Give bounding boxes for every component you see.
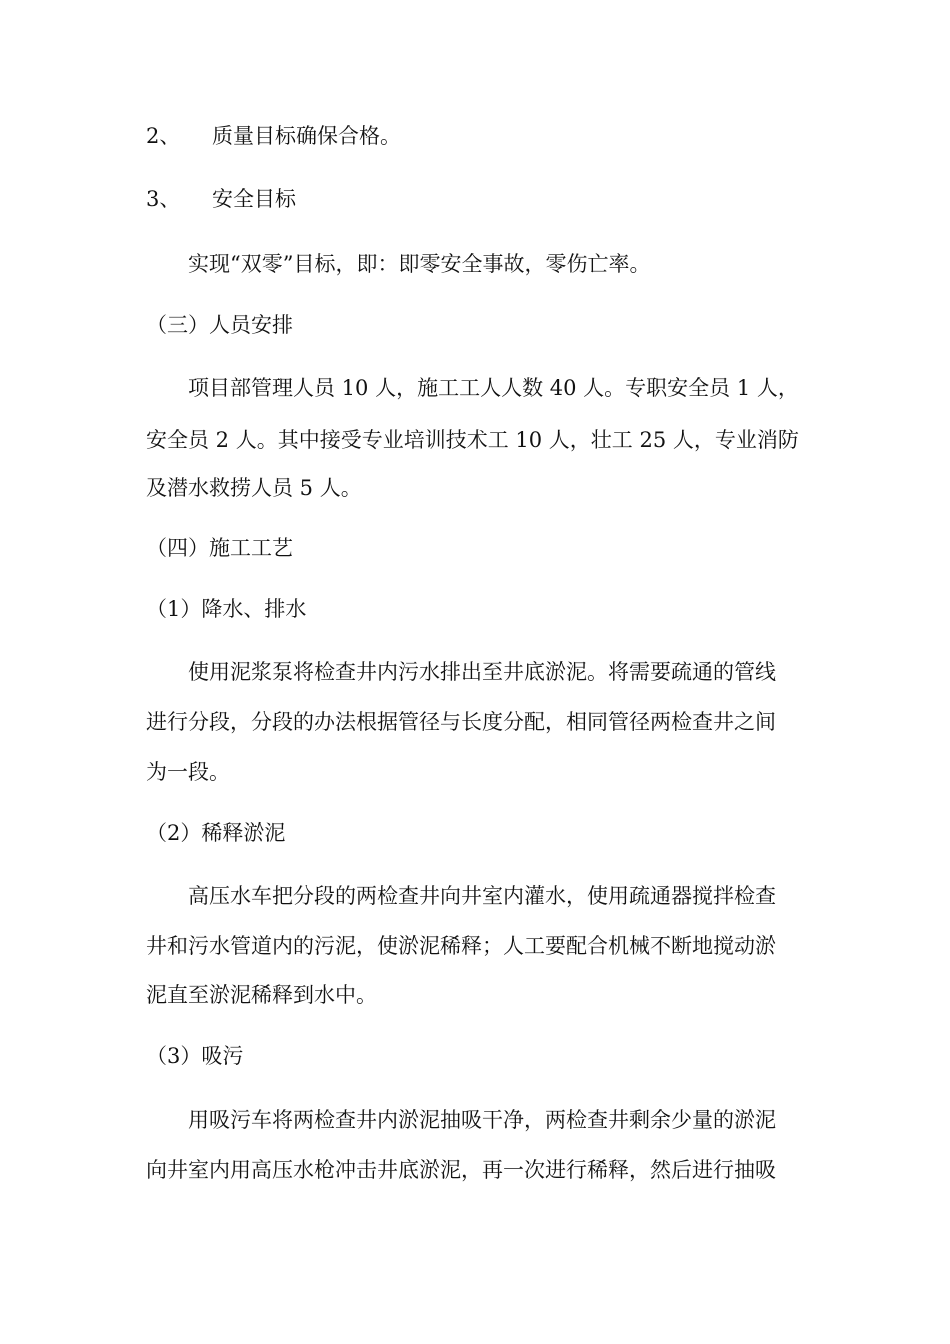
staffing-line-3: 及潜水救捞人员 5 人。	[146, 476, 362, 500]
staffing-line-1: 项目部管理人员 10 人，施工工人人数 40 人。专职安全员 1 人，	[188, 376, 799, 400]
dilute-line-2: 井和污水管道内的污泥，使淤泥稀释；人工要配合机械不断地搅动淤	[146, 934, 776, 958]
list-text: 质量目标确保合格。	[212, 124, 401, 148]
heading-step-1: （1）降水、排水	[146, 597, 307, 621]
list-text: 安全目标	[212, 187, 296, 211]
heading-step-2: （2）稀释淤泥	[146, 821, 286, 845]
heading-staffing: （三）人员安排	[146, 313, 293, 337]
list-number: 3、	[146, 187, 181, 211]
dewatering-line-1: 使用泥浆泵将检查井内污水排出至井底淤泥。将需要疏通的管线	[188, 660, 776, 684]
suction-line-2: 向井室内用高压水枪冲击井底淤泥，再一次进行稀释，然后进行抽吸	[146, 1158, 776, 1182]
dilute-line-3: 泥直至淤泥稀释到水中。	[146, 983, 377, 1007]
heading-step-3: （3）吸污	[146, 1044, 244, 1068]
suction-line-1: 用吸污车将两检查井内淤泥抽吸干净，两检查井剩余少量的淤泥	[188, 1108, 776, 1132]
dewatering-line-3: 为一段。	[146, 760, 230, 784]
dilute-line-1: 高压水车把分段的两检查井向井室内灌水，使用疏通器搅拌检查	[188, 884, 776, 908]
list-item-quality	[146, 121, 401, 151]
heading-process: （四）施工工艺	[146, 536, 293, 560]
list-number: 2、	[146, 124, 181, 148]
list-item-safety	[146, 184, 296, 214]
dewatering-line-2: 进行分段，分段的办法根据管径与长度分配，相同管径两检查井之间	[146, 710, 776, 734]
staffing-line-2: 安全员 2 人。其中接受专业培训技术工 10 人，壮工 25 人，专业消防	[146, 428, 799, 452]
safety-goal-paragraph: 实现“双零”目标，即：即零安全事故，零伤亡率。	[188, 252, 651, 276]
